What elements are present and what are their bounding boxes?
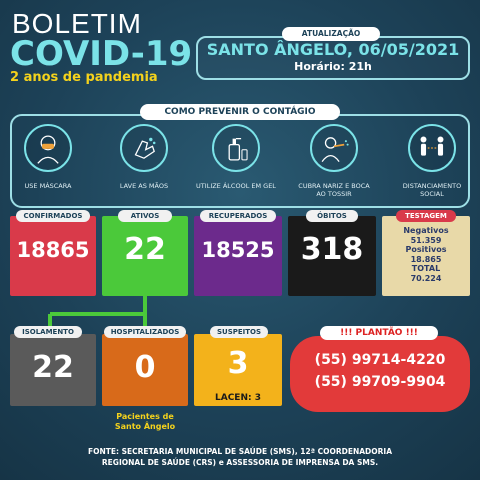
prevention-label-distance: DISTANCIAMENTO SOCIAL: [402, 182, 462, 198]
suspeitos-lacen: LACEN: 3: [215, 393, 261, 403]
footer-source: [10, 446, 470, 468]
update-city-date: SANTO ÂNGELO, 06/05/2021: [206, 40, 460, 59]
update-time: Horário: 21h: [294, 60, 372, 73]
testagem-positivos-value: 18.865: [410, 254, 442, 264]
testagem-negativos-label: Negativos: [403, 226, 449, 235]
suspeitos-value: 3: [227, 346, 249, 381]
footer-line-2: REGIONAL DE SAÚDE (CRS) e ASSESSORIA DE IMPRENSA DA SMS.: [101, 458, 379, 467]
obitos-label: ÓBITOS: [306, 210, 358, 222]
prevention-label-cough: CUBRA NARIZ E BOCA AO TOSSIR: [298, 182, 370, 198]
testagem-label: TESTAGEM: [396, 210, 456, 222]
testagem-total-value: 70.224: [410, 273, 442, 283]
prevention-label-mask: USE MÁSCARA: [24, 182, 72, 190]
phone-2[interactable]: (55) 99709-9904: [314, 374, 446, 390]
isolamento-value: 22: [32, 350, 74, 385]
pandemic-subtitle: 2 anos de pandemia: [10, 70, 158, 85]
covid-title: COVID-19: [10, 34, 193, 74]
recuperados-label: RECUPERADOS: [200, 210, 276, 222]
ativos-label: ATIVOS: [118, 210, 172, 222]
plantao-label: !!! PLANTÃO !!!: [320, 326, 438, 340]
hospitalizados-label: HOSPITALIZADOS: [104, 326, 186, 338]
testagem-total-label: TOTAL: [411, 264, 441, 273]
prevention-label-hands: LAVE AS MÃOS: [119, 182, 169, 190]
update-label: ATUALIZAÇÃO: [282, 27, 380, 41]
testagem-negativos-value: 51.359: [410, 235, 442, 245]
obitos-value: 318: [300, 232, 364, 267]
testagem-positivos-label: Positivos: [405, 245, 447, 254]
hospitalizados-value: 0: [134, 350, 156, 385]
recuperados-value: 18525: [201, 238, 275, 262]
prevention-label-gel: UTILIZE ÁLCOOL EM GEL: [196, 182, 276, 190]
suspeitos-label: SUSPEITOS: [210, 326, 268, 338]
hospitalizados-note: Pacientes de Santo Ângelo: [114, 412, 176, 431]
ativos-value: 22: [124, 232, 166, 267]
prevention-title: COMO PREVENIR O CONTÁGIO: [140, 104, 340, 120]
isolamento-label: ISOLAMENTO: [14, 326, 82, 338]
phone-1[interactable]: (55) 99714-4220: [314, 352, 446, 368]
confirmados-value: 18865: [16, 238, 90, 262]
confirmados-label: CONFIRMADOS: [16, 210, 90, 222]
boletim-title: BOLETIM: [12, 8, 142, 39]
footer-line-1: FONTE: SECRETARIA MUNICIPAL DE SAÚDE (SMS), 12ª COORDENADORIA: [87, 447, 393, 456]
